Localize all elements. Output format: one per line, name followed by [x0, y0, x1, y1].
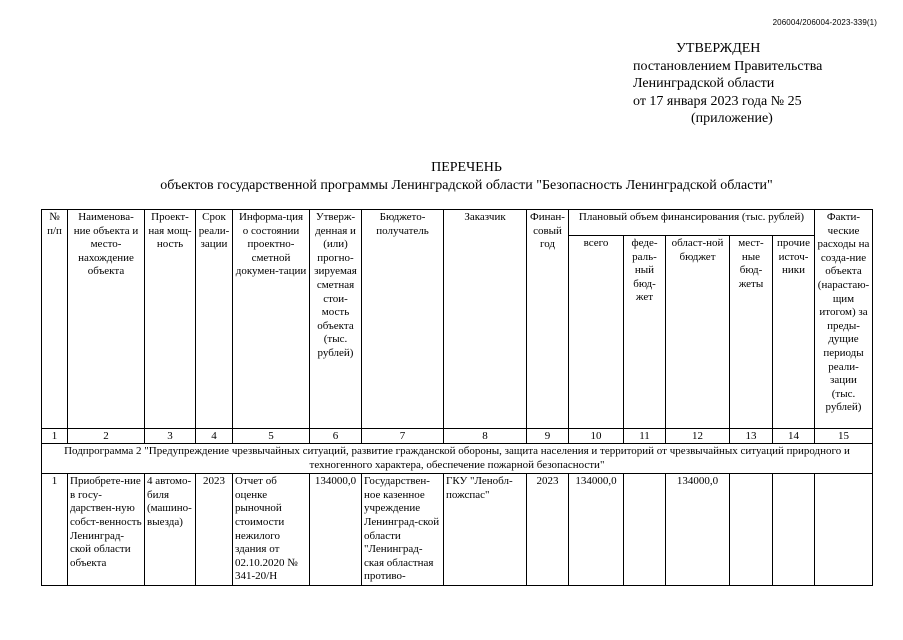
- header-object-name: Наименова-ние объекта и место-нахождение объекта: [68, 210, 145, 429]
- header-other-sources: прочие источ-ники: [773, 236, 815, 429]
- cell-design-info: Отчет об оценке рыночной стоимости нежилого здания от 02.10.2020 № 341-20/Н: [233, 474, 310, 586]
- cell-estimated-cost: 134000,0: [310, 474, 362, 586]
- column-number: 9: [527, 429, 569, 444]
- column-number: 12: [666, 429, 730, 444]
- subprogram-title: Подпрограмма 2 "Предупреждение чрезвычайных ситуаций, развитие гражданской обороны, защита населения и территорий от чрезвычайных ситуаций природного и техногенного характера, обеспечение пожарной безопасности": [42, 444, 873, 474]
- approval-line: Ленинградской области: [633, 76, 775, 91]
- column-number: 10: [569, 429, 624, 444]
- cell-total: 134000,0: [569, 474, 624, 586]
- approval-title: УТВЕРЖДЕН: [676, 41, 761, 56]
- column-number: 13: [730, 429, 773, 444]
- column-number: 14: [773, 429, 815, 444]
- header-federal-budget: феде-раль-ный бюд-жет: [624, 236, 666, 429]
- header-budget-recipient: Бюджето-получатель: [362, 210, 444, 429]
- column-number: 11: [624, 429, 666, 444]
- column-numbers-row: [42, 429, 873, 444]
- cell-actual-expenses: [815, 474, 873, 586]
- objects-table: [41, 209, 873, 586]
- approval-note: (приложение): [691, 111, 773, 126]
- approval-stamp: [633, 40, 822, 128]
- header-customer: Заказчик: [444, 210, 527, 429]
- table-header-row: [42, 210, 873, 236]
- column-number: 3: [145, 429, 196, 444]
- cell-capacity: 4 автомо-биля (машино-выезда): [145, 474, 196, 586]
- header-financial-year: Финан-совый год: [527, 210, 569, 429]
- header-regional-budget: област-ной бюджет: [666, 236, 730, 429]
- subprogram-row: [42, 444, 873, 474]
- header-estimated-cost: Утверж-денная и (или) прогно-зируемая сметная стои-мость объекта (тыс. рублей): [310, 210, 362, 429]
- column-number: 15: [815, 429, 873, 444]
- header-total: всего: [569, 236, 624, 429]
- cell-financial-year: 2023: [527, 474, 569, 586]
- cell-term: 2023: [196, 474, 233, 586]
- header-capacity: Проект-ная мощ-ность: [145, 210, 196, 429]
- header-design-info: Информа-ция о состоянии проектно-сметной докумен-тации: [233, 210, 310, 429]
- header-planned-financing: Плановый объем финансирования (тыс. рублей): [569, 210, 815, 236]
- cell-customer: ГКУ "Ленобл-пожспас": [444, 474, 527, 586]
- document-registration-number: 206004/206004-2023-339(1): [772, 18, 877, 27]
- cell-num: 1: [42, 474, 68, 586]
- column-number: 1: [42, 429, 68, 444]
- cell-object-name: Приобрете-ние в госу-дарствен-ную собст-венность Ленинград-ской области объекта: [68, 474, 145, 586]
- header-num: № п/п: [42, 210, 68, 429]
- document-subtitle: объектов государственной программы Ленинградской области "Безопасность Ленинградской области": [160, 178, 773, 193]
- column-number: 5: [233, 429, 310, 444]
- column-number: 4: [196, 429, 233, 444]
- cell-other-sources: [773, 474, 815, 586]
- approval-line: от 17 января 2023 года № 25: [633, 93, 802, 109]
- header-local-budgets: мест-ные бюд-жеты: [730, 236, 773, 429]
- cell-budget-recipient: Государствен-ное казенное учреждение Ленинград-ской области "Ленинград-ская областная противо-: [362, 474, 444, 586]
- header-term: Срок реали-зации: [196, 210, 233, 429]
- cell-regional-budget: 134000,0: [666, 474, 730, 586]
- approval-line: постановлением Правительства: [633, 58, 823, 74]
- header-actual-expenses: Факти-ческие расходы на созда-ние объекта (нарастаю-щим итогом) за преды-дущие периоды реали-зации (тыс. рублей): [815, 210, 873, 429]
- table-row: [42, 474, 873, 586]
- cell-federal-budget: [624, 474, 666, 586]
- column-number: 2: [68, 429, 145, 444]
- document-title: ПЕРЕЧЕНЬ: [431, 160, 502, 175]
- column-number: 7: [362, 429, 444, 444]
- column-number: 6: [310, 429, 362, 444]
- column-number: 8: [444, 429, 527, 444]
- cell-local-budgets: [730, 474, 773, 586]
